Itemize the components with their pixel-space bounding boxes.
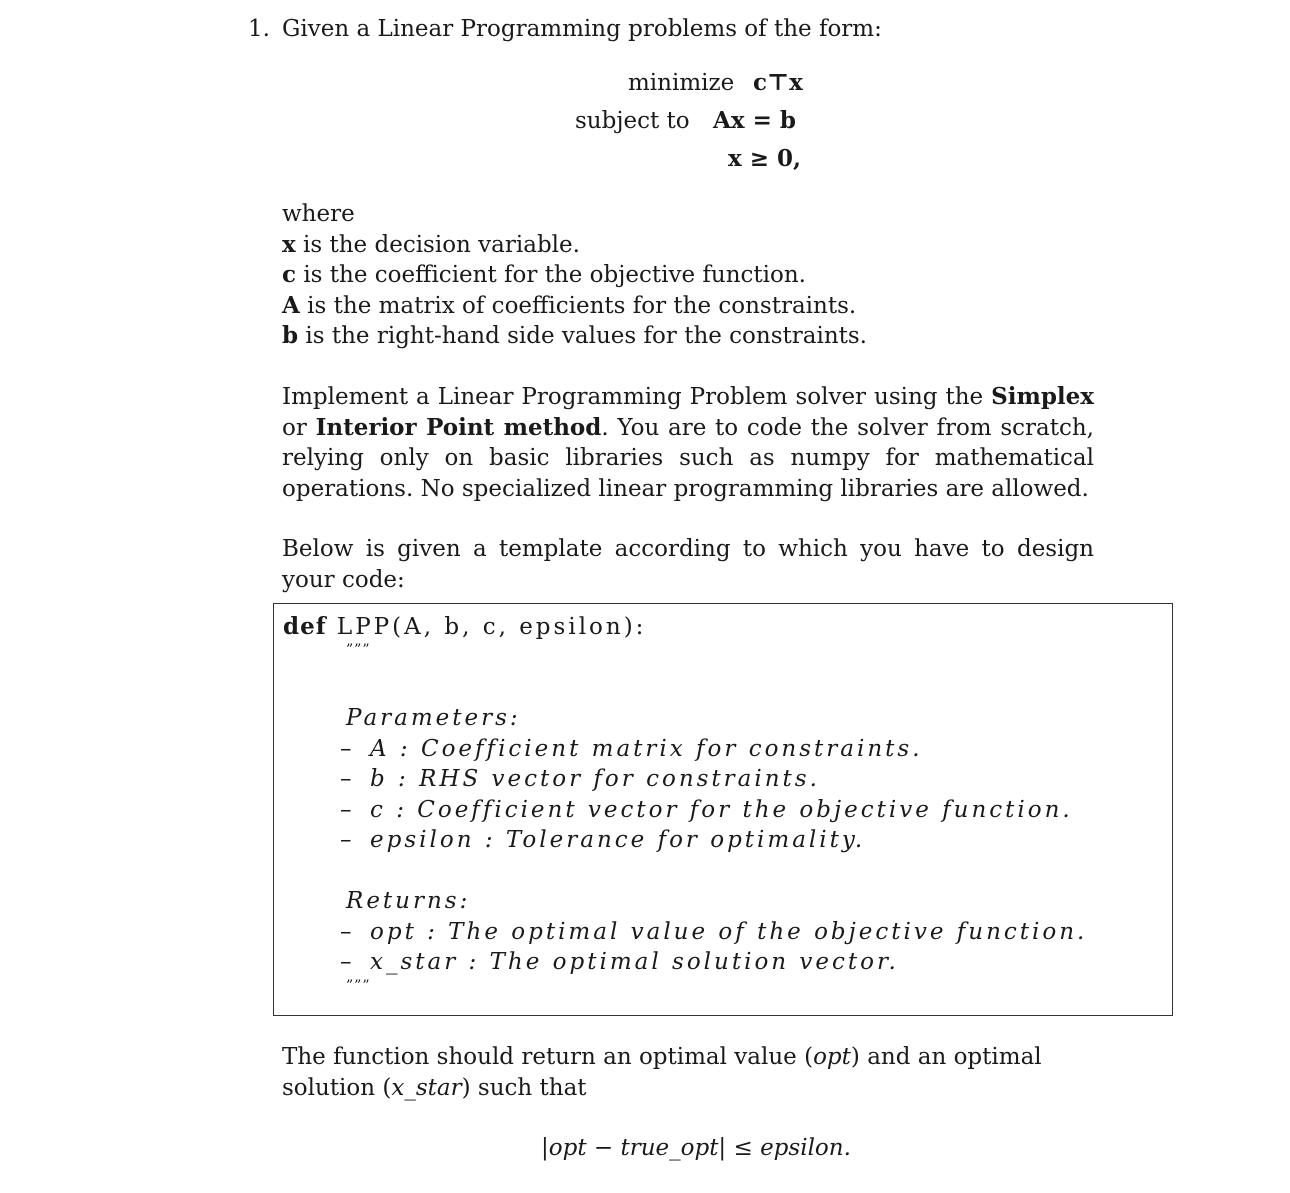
lp-minimize-label: minimize [628,70,735,96]
def-keyword: def [283,613,327,640]
param-text: A : Coefficient matrix for constraints. [370,736,923,762]
template-intro: Below is given a template according to which you have to design your code: [282,536,1094,593]
param-text: c : Coefficient vector for the objective function. [370,797,1073,823]
params-heading: Parameters: [346,705,521,731]
param-text: b : RHS vector for constraints. [370,766,820,792]
def-symbol: A [282,292,300,319]
definition-c [282,260,806,290]
return-opt: – opt : The optimal value of the objective function. [340,919,1088,945]
def-symbol: c [282,261,297,288]
code-signature-line [283,612,646,642]
definition-b [282,321,867,351]
implement-text-1: Implement a Linear Programming Problem solver using the [282,384,992,410]
param-a: – A : Coefficient matrix for constraints. [340,736,923,762]
param-text: epsilon : Tolerance for optimality. [370,827,866,853]
docstring-open: ””” [346,642,371,658]
definition-a [282,291,856,321]
lp-subject-label: subject to [575,108,690,134]
problem-heading: Given a Linear Programming problems of the form: [282,16,882,42]
docstring-close: ””” [346,978,371,994]
conclusion-text-2: ) and an optimal solution ( [282,1044,1042,1101]
conclusion-paragraph [282,1042,1094,1103]
conclusion-text-1: The function should return an optimal value ( [282,1044,814,1070]
def-symbol: b [282,322,299,349]
param-c: – c : Coefficient vector for the objective function. [340,797,1073,823]
lp-objective: c⊤x [753,69,803,96]
returns-heading: Returns: [346,888,471,914]
def-symbol: x [282,231,296,258]
return-text: x_star : The optimal solution vector. [370,949,899,975]
where-label: where [282,201,355,227]
lp-constraint-nonneg: x ≥ 0, [728,145,802,172]
def-text: is the right-hand side values for the constraints. [298,323,867,349]
return-text: opt : The optimal value of the objective function. [370,919,1088,945]
problem-number: 1. [248,16,270,42]
param-b: – b : RHS vector for constraints. [340,766,820,792]
simplex-term: Simplex [991,383,1094,410]
implement-paragraph [282,382,1094,504]
param-epsilon: – epsilon : Tolerance for optimality. [340,827,866,853]
def-text: is the coefficient for the objective function. [296,262,806,288]
optimality-condition: |opt − true_opt| ≤ epsilon. [541,1135,851,1161]
implement-text-2: or [282,414,316,441]
interior-point-term: Interior Point method [315,413,602,441]
conclusion-text-3: ) such that [461,1074,587,1101]
lp-constraint-equality: Ax = b [713,107,796,134]
return-x-star: – x_star : The optimal solution vector. [340,949,899,975]
def-text: is the decision variable. [295,232,580,258]
x-star-term: x_star [391,1074,462,1101]
implement-text-3: . You are to code the solver from scratch, relying only on basic libraries such as numpy for mathematical operations. No specialized linear programming libraries are allowed. [282,414,1094,502]
def-text: is the matrix of coefficients for the constraints. [299,293,857,319]
function-signature: LPP(A, b, c, epsilon): [326,614,647,640]
definition-x [282,230,580,260]
opt-term: opt [813,1044,851,1070]
